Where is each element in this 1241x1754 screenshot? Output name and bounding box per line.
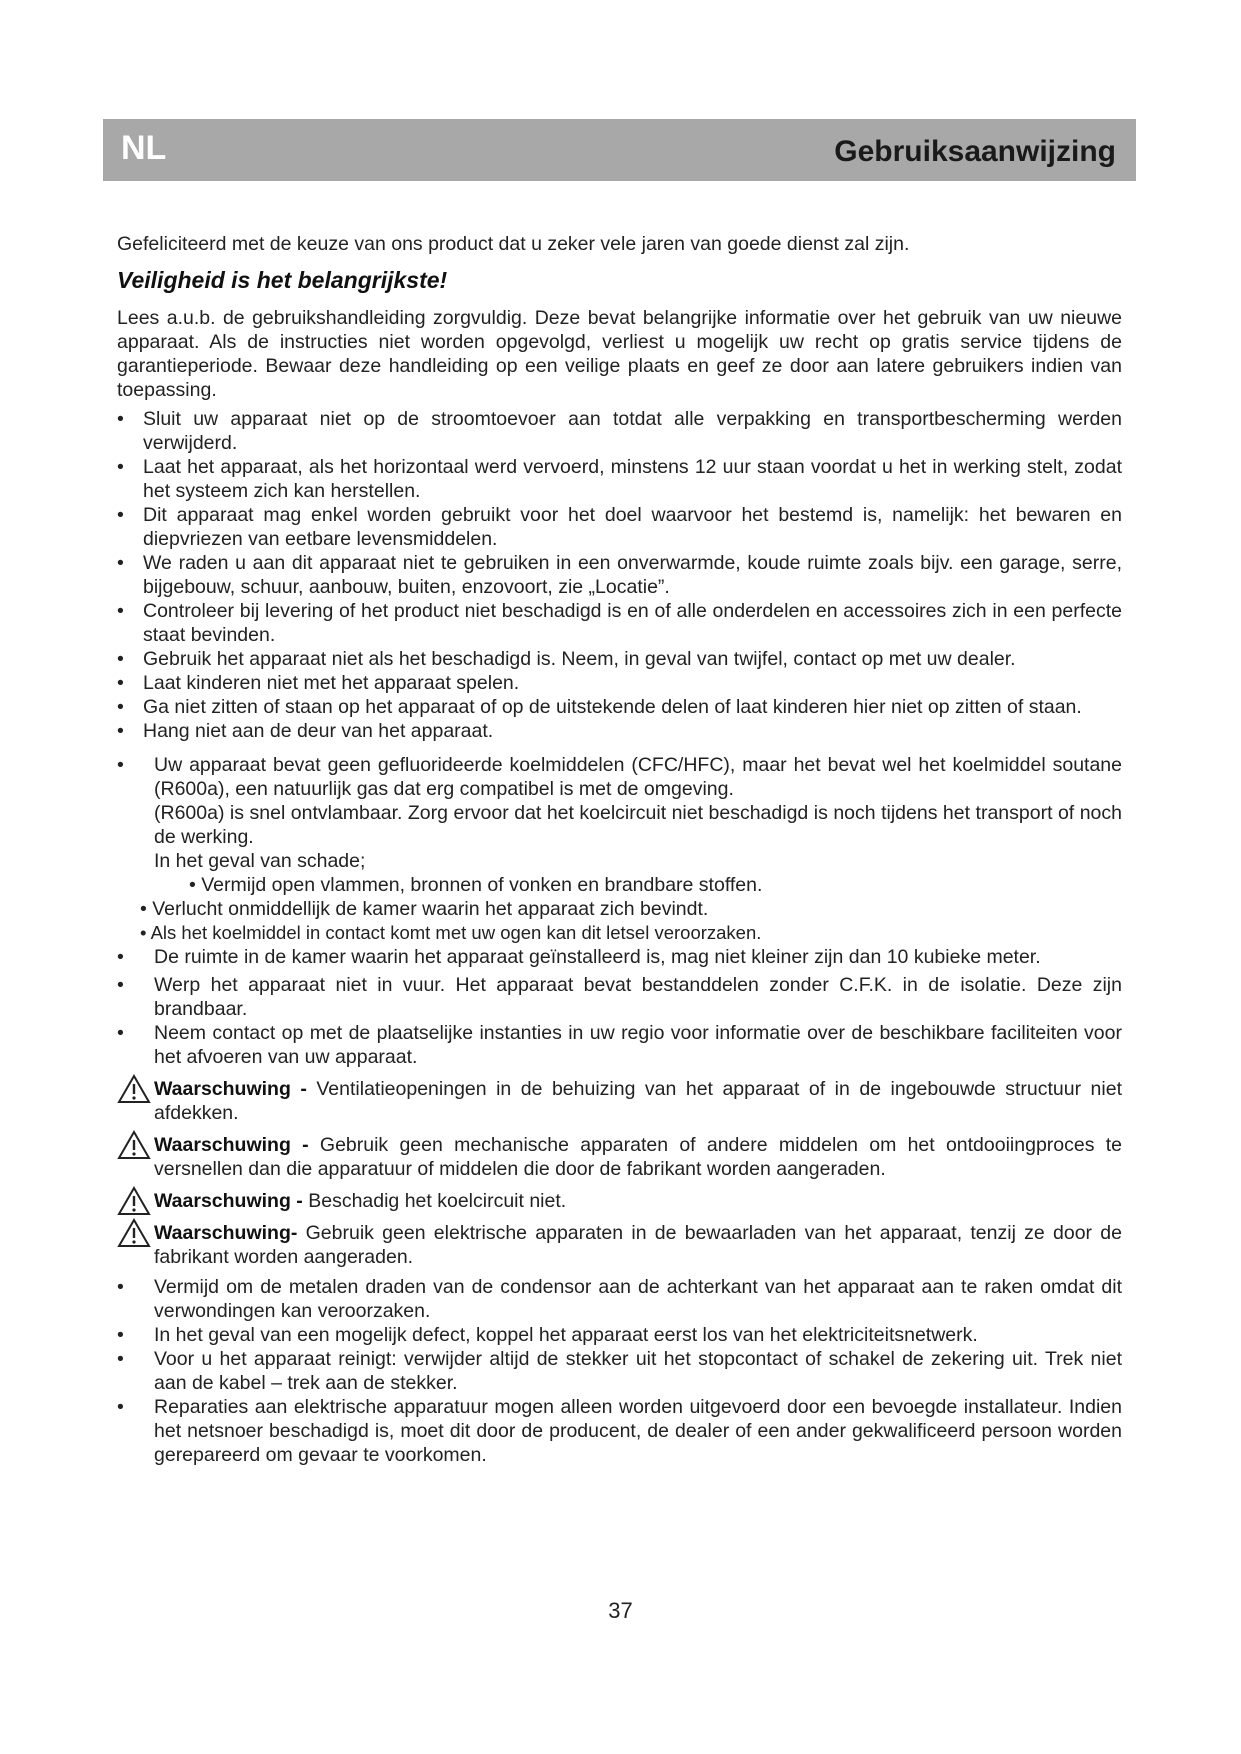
page-content <box>117 232 1122 1467</box>
refrigerant-line: Uw apparaat bevat geen gefluorideerde koelmiddelen (CFC/HFC), maar het bevat wel het koelmiddel soutane (R600a), een natuurlijk gas dat erg compatibel is met de omgeving. <box>154 754 1122 800</box>
bullet-dot: • <box>117 1324 124 1346</box>
intro-text: Gefeliciteerd met de keuze van ons product dat u zeker vele jaren van goede dienst zal zijn. <box>117 233 910 255</box>
list-item <box>117 671 1122 695</box>
list-item <box>117 551 1122 599</box>
bullet-dot: • <box>117 1276 124 1298</box>
bullet-dot: • <box>117 552 124 574</box>
bullet-dot: • <box>117 504 124 526</box>
warning-item <box>117 1077 1122 1125</box>
refrigerant-line: (R600a) is snel ontvlambaar. Zorg ervoor dat het koelcircuit niet beschadigd is noch tijdens het transport of noch de werking. <box>154 802 1122 848</box>
bullet-dot: • <box>117 408 124 430</box>
warning-item <box>117 1133 1122 1181</box>
page-number: 37 <box>608 1598 633 1623</box>
warning-text: Gebruik geen mechanische apparaten of andere middelen om het ontdooiingproces te versnellen dan die apparatuur of middelen die door de fabrikant worden aangeraden. <box>154 1134 1122 1180</box>
bullet-dot: • <box>117 720 124 742</box>
list-item-text: Controleer bij levering of het product niet beschadigd is en of alle onderdelen en accessoires zich in een perfecte staat bevinden. <box>143 600 1122 646</box>
list-item <box>117 647 1122 671</box>
bullet-dot: • <box>117 1396 124 1418</box>
list-item <box>117 1021 1122 1069</box>
bullet-dot: • <box>117 696 124 718</box>
list-item <box>117 1347 1122 1395</box>
list-item <box>117 1395 1122 1467</box>
manual-paragraph: Lees a.u.b. de gebruikshandleiding zorgvuldig. Deze bevat belangrijke informatie over het gebruik van uw nieuwe apparaat. Als de instructies niet worden opgevolgd, verliest u mogelijk uw recht op gratis service tijdens de garantieperiode. Bewaar deze handleiding op een veilige plaats en geef ze door aan latere gebruikers indien van toepassing. <box>117 307 1122 401</box>
refrigerant-item <box>117 753 1122 873</box>
list-item <box>117 945 1122 969</box>
list-item-text: Gebruik het apparaat niet als het beschadigd is. Neem, in geval van twijfel, contact op met uw dealer. <box>143 648 1016 670</box>
warning-label: Waarschuwing - <box>154 1078 307 1100</box>
warning-triangle-icon <box>117 1186 151 1216</box>
maintenance-list <box>117 1275 1122 1467</box>
bullet-dot: • <box>117 1022 124 1044</box>
list-item <box>117 1275 1122 1323</box>
list-item-text: In het geval van een mogelijk defect, koppel het apparaat eerst los van het elektriciteitsnetwerk. <box>154 1324 978 1346</box>
warning-item <box>117 1221 1122 1269</box>
bullet-dot: • <box>117 648 124 670</box>
warning-label: Waarschuwing - <box>154 1190 303 1212</box>
list-item <box>117 599 1122 647</box>
list-item-text: Ga niet zitten of staan op het apparaat of op de uitstekende delen of laat kinderen hier niet op zitten of staan. <box>143 696 1082 718</box>
warning-label: Waarschuwing - <box>154 1134 309 1156</box>
list-item <box>117 455 1122 503</box>
list-item <box>117 1323 1122 1347</box>
bullet-dot: • <box>117 456 124 478</box>
bullet-dot: • <box>117 974 124 996</box>
header-bar <box>103 119 1136 181</box>
refrigerant-line: In het geval van schade; <box>154 850 366 872</box>
list-item <box>117 973 1122 1021</box>
sub-list-item: • Vermijd open vlammen, bronnen of vonken en brandbare stoffen. <box>189 874 763 896</box>
list-item-text: Werp het apparaat niet in vuur. Het apparaat bevat bestanddelen zonder C.F.K. in de isolatie. Deze zijn brandbaar. <box>154 974 1122 1020</box>
warning-triangle-icon <box>117 1130 151 1160</box>
bullet-dot: • <box>117 1348 124 1370</box>
list-item-text: Sluit uw apparaat niet op de stroomtoevoer aan totdat alle verpakking en transportbescherming werden verwijderd. <box>143 408 1122 454</box>
bullet-dot: • <box>117 754 124 776</box>
list-item <box>117 695 1122 719</box>
list-item-text: Reparaties aan elektrische apparatuur mogen alleen worden uitgevoerd door een bevoegde installateur. Indien het netsnoer beschadigd is, moet dit door de producent, de dealer of een ander gekwalificeerd persoon worden gerepareerd om gevaar te voorkomen. <box>154 1396 1122 1466</box>
bullet-dot: • <box>117 600 124 622</box>
warning-triangle-icon <box>117 1074 151 1104</box>
warning-text: Gebruik geen elektrische apparaten in de bewaarladen van het apparaat, tenzij ze door de fabrikant worden aangeraden. <box>154 1222 1122 1268</box>
warning-item <box>117 1189 1122 1213</box>
list-item-text: De ruimte in de kamer waarin het apparaat geïnstalleerd is, mag niet kleiner zijn dan 10 kubieke meter. <box>154 946 1041 968</box>
list-item <box>117 719 1122 743</box>
warning-triangle-icon <box>117 1218 151 1248</box>
document-title: Gebruiksaanwijzing <box>834 135 1116 168</box>
sub-list-item: • Als het koelmiddel in contact komt met uw ogen kan dit letsel veroorzaken. <box>140 922 762 943</box>
warning-text: Ventilatieopeningen in de behuizing van het apparaat of in de ingebouwde structuur niet afdekken. <box>154 1078 1122 1124</box>
bullet-dot: • <box>117 946 124 968</box>
list-item-text: Neem contact op met de plaatselijke instanties in uw regio voor informatie over de beschikbare faciliteiten voor het afvoeren van uw apparaat. <box>154 1022 1122 1068</box>
warning-label: Waarschuwing- <box>154 1222 298 1244</box>
list-item <box>117 407 1122 455</box>
list-item-text: Laat kinderen niet met het apparaat spelen. <box>143 672 520 694</box>
safety-heading: Veiligheid is het belangrijkste! <box>117 267 448 293</box>
list-item-text: Laat het apparaat, als het horizontaal werd vervoerd, minstens 12 uur staan voordat u het in werking stelt, zodat het systeem zich kan herstellen. <box>143 456 1122 502</box>
bullet-dot: • <box>117 672 124 694</box>
sub-list-item: • Verlucht onmiddellijk de kamer waarin het apparaat zich bevindt. <box>140 898 709 920</box>
warning-text: Beschadig het koelcircuit niet. <box>302 1190 567 1212</box>
list-item-text: Voor u het apparaat reinigt: verwijder altijd de stekker uit het stopcontact of schakel de zekering uit. Trek niet aan de kabel – trek aan de stekker. <box>154 1348 1122 1394</box>
list-item-text: Dit apparaat mag enkel worden gebruikt voor het doel waarvoor het bestemd is, namelijk: het bewaren en diepvriezen van eetbare levensmiddelen. <box>143 504 1122 550</box>
language-code: NL <box>121 129 167 167</box>
list-item-text: Vermijd om de metalen draden van de condensor aan de achterkant van het apparaat aan te raken omdat dit verwondingen kan veroorzaken. <box>154 1276 1122 1322</box>
list-item <box>117 503 1122 551</box>
safety-list <box>117 407 1122 1069</box>
list-item-text: We raden u aan dit apparaat niet te gebruiken in een onverwarmde, koude ruimte zoals bijv. een garage, serre, bijgebouw, schuur, aanbouw, buiten, enzovoort, zie „Locatie”. <box>143 552 1122 598</box>
list-item-text: Hang niet aan de deur van het apparaat. <box>143 720 494 742</box>
